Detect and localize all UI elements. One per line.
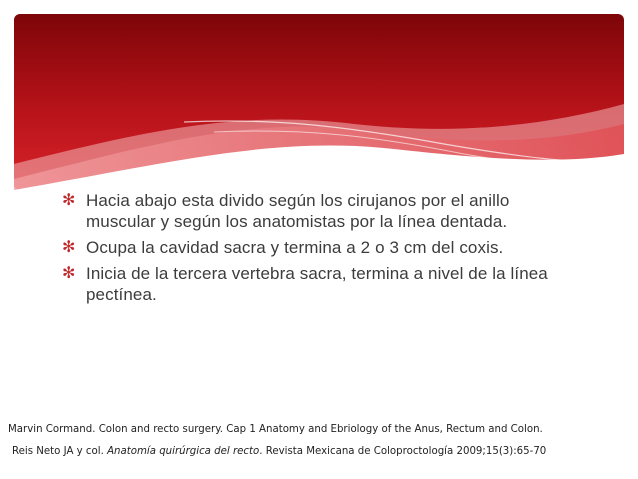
reference-2-authors: Reis Neto JA y col. xyxy=(12,446,108,457)
bullet-item xyxy=(60,190,580,232)
bullet-list xyxy=(60,190,580,310)
reference-2 xyxy=(8,445,633,459)
bullet-text: Hacia abajo esta divido según los cirujanos por el anillo muscular y según los anatomistas por la línea dentada. xyxy=(86,191,510,231)
bullet-item xyxy=(60,263,580,305)
bullet-item xyxy=(60,237,580,258)
reference-2-title: Anatomía quirúrgica del recto xyxy=(107,446,260,457)
bullet-text: Inicia de la tercera vertebra sacra, termina a nivel de la línea pectínea. xyxy=(86,264,548,304)
header-banner xyxy=(14,14,624,190)
header-wave-graphic xyxy=(14,14,624,190)
reference-2-source: . Revista Mexicana de Coloproctología 2009;15(3):65-70 xyxy=(259,446,547,457)
asterisk-icon: ✻ xyxy=(62,239,76,256)
references xyxy=(8,423,633,459)
asterisk-icon: ✻ xyxy=(62,192,76,209)
bullet-text: Ocupa la cavidad sacra y termina a 2 o 3 cm del coxis. xyxy=(86,238,504,257)
reference-1: Marvin Cormand. Colon and recto surgery. Cap 1 Anatomy and Ebriology of the Anus, Rectum and Colon. xyxy=(8,424,543,435)
asterisk-icon: ✻ xyxy=(62,265,76,282)
